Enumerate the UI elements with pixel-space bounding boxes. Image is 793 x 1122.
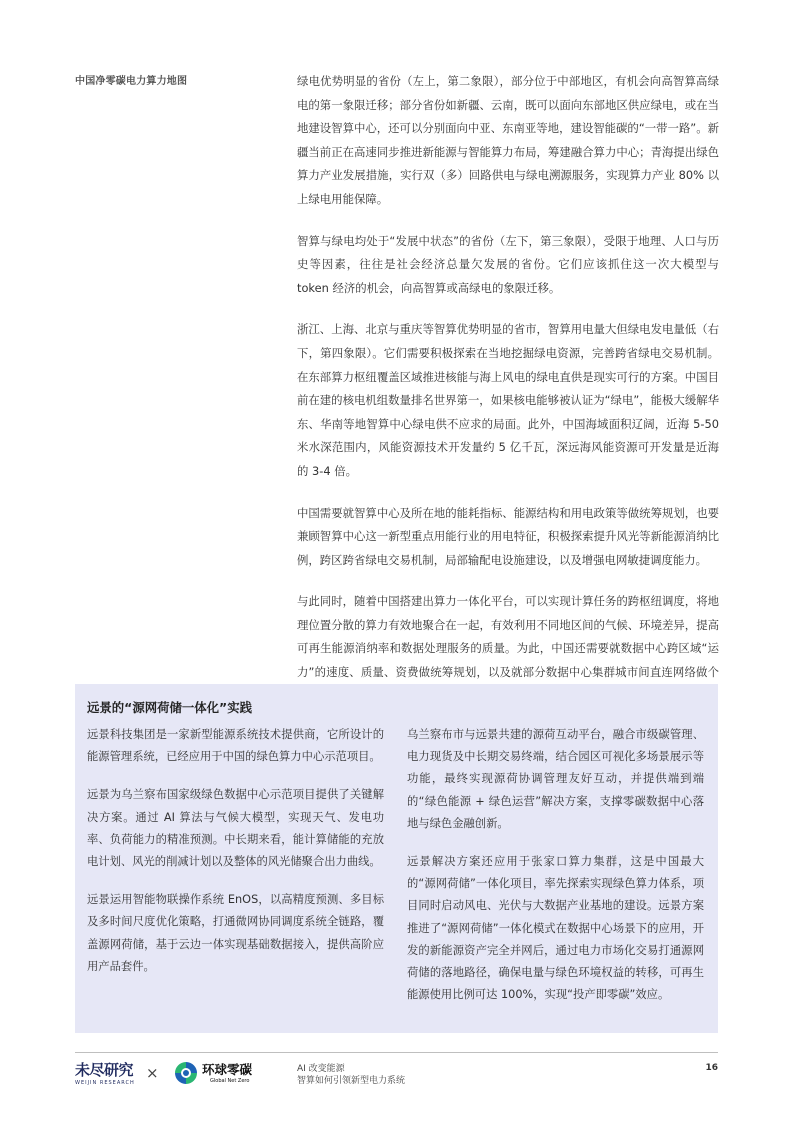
case-study-left-column [87,724,384,994]
report-subtitle: 智算如何引领新型电力系统 [297,1076,406,1086]
collaboration-sign: × [146,1064,159,1082]
main-column [297,70,719,726]
global-net-zero-brand [202,1063,252,1084]
weijin-research-logo [75,1062,135,1086]
global-net-zero-logo-icon [174,1061,198,1085]
body-paragraph: 与此同时，随着中国搭建出算力一体化平台，可以实现计算任务的跨枢纽调度，将地理位置分散的算力有效地聚合在一起，有效利用不同地区间的气候、环境差异，提高可再生能源消纳率和数据处理服务的质量。为此，中国还需要就数据中心跨区域“运力”的速度、质量、资费做统筹规划，以及就部分数据中心集群城市间直连网络做个 [297,594,719,680]
global-net-zero-logo-subtext: Global Net Zero [210,1078,250,1084]
case-study-box [75,684,718,1033]
body-paragraph: 浙江、上海、北京与重庆等智算优势明显的省市，智算用电量大但绿电发电量低（右下，第四象限）。它们需要积极探索在当地挖掘绿电资源，完善跨省绿电交易机制。在东部算力枢纽覆盖区域推进核能与海上风电的绿电直供是现实可行的方案。中国目前在建的核电机组数量排名世界第一，如果核电能够被认证为“绿电”，能极大缓解华东、华南等地智算中心绿电供不应求的局面。此外，中国海域面积辽阔，近海 5-50 米水深范围内，风能资源技术开发量约 5 亿千瓦，深远海风能资源可开发量是近海的 3-4 倍。 [297,322,719,478]
case-paragraph: 远景运用智能物联操作系统 EnOS，以高精度预测、多目标及多时间尺度优化策略，打通微网协同调度系统全链路，覆盖源网荷储，基于云边一体实现基础数据接入，提供高阶应用产品套件。 [87,893,384,973]
body-paragraph: 智算与绿电均处于“发展中状态”的省份（左下，第三象限），受限于地理、人口与历史等因素，往往是社会经济总量欠发展的省份。它们应该抓住这一次大模型与 token 经济的机会，向高智算或高绿电的象限迁移。 [297,233,719,295]
case-study-title: 远景的“源网荷储一体化”实践 [87,700,252,715]
footer-divider [75,1052,718,1053]
weijin-logo-subtext: WEIJIN RESEARCH [75,1080,135,1086]
case-paragraph: 远景为乌兰察布国家级绿色数据中心示范项目提供了关键解决方案。通过 AI 算法与气候大模型，实现天气、发电功率、负荷能力的精准预测。中长期来看，能计算储能的充放电计划、风光的削减计划以及整体的风光储聚合出力曲线。 [87,788,384,869]
global-net-zero-logo-text: 环球零碳 [202,1062,253,1077]
page-number: 16 [705,1063,718,1073]
report-title: AI 改变能源 [297,1064,345,1074]
case-paragraph: 远景科技集团是一家新型能源系统技术提供商，它所设计的能源管理系统，已经应用于中国的绿色算力中心示范项目。 [87,728,384,764]
report-title-block [297,1063,405,1087]
case-study-right-column [407,724,704,1022]
section-label: 中国净零碳电力算力地图 [75,76,188,87]
body-paragraph: 中国需要就智算中心及所在地的能耗指标、能源结构和用电政策等做统筹规划，也要兼顾智算中心这一新型重点用能行业的用电特征，积极探索提升风光等新能源消纳比例，跨区跨省绿电交易机制，局部输配电设施建设，以及增强电网敏捷调度能力。 [297,505,719,567]
case-paragraph: 乌兰察布市与远景共建的源荷互动平台，融合市级碳管理、电力现货及中长期交易终端，结合园区可视化多场景展示等功能，最终实现源荷协调管理友好互动，并提供端到端的“绿色能源 + 绿色运营”解决方案，支撑零碳数据中心落地与绿色金融创新。 [407,728,704,830]
weijin-logo-text: 未尽研究 [75,1061,134,1079]
body-paragraph: 绿电优势明显的省份（左上，第二象限），部分位于中部地区，有机会向高智算高绿电的第一象限迁移；部分省份如新疆、云南，既可以面向东部地区供应绿电，或在当地建设智算中心，还可以分别面向中亚、东南亚等地，建设智能碳的“一带一路”。新疆当前正在高速同步推进新能源与智能算力布局，筹建融合算力中心；青海提出绿色算力产业发展措施，实行双（多）回路供电与绿电溯源服务，实现算力产业 80% 以上绿电用能保障。 [297,74,719,206]
case-paragraph: 远景解决方案还应用于张家口算力集群，这是中国最大的“源网荷储”一体化项目，率先探索实现绿色算力体系，项目同时启动风电、光伏与大数据产业基地的建设。远景方案推进了“源网荷储”一体化模式在数据中心场景下的应用，开发的新能源资产完全并网后，通过电力市场化交易打通源网荷储的落地路径，确保电量与绿色环境权益的转移，可再生能源使用比例可达 100%，实现“投产即零碳”效应。 [407,855,704,1002]
